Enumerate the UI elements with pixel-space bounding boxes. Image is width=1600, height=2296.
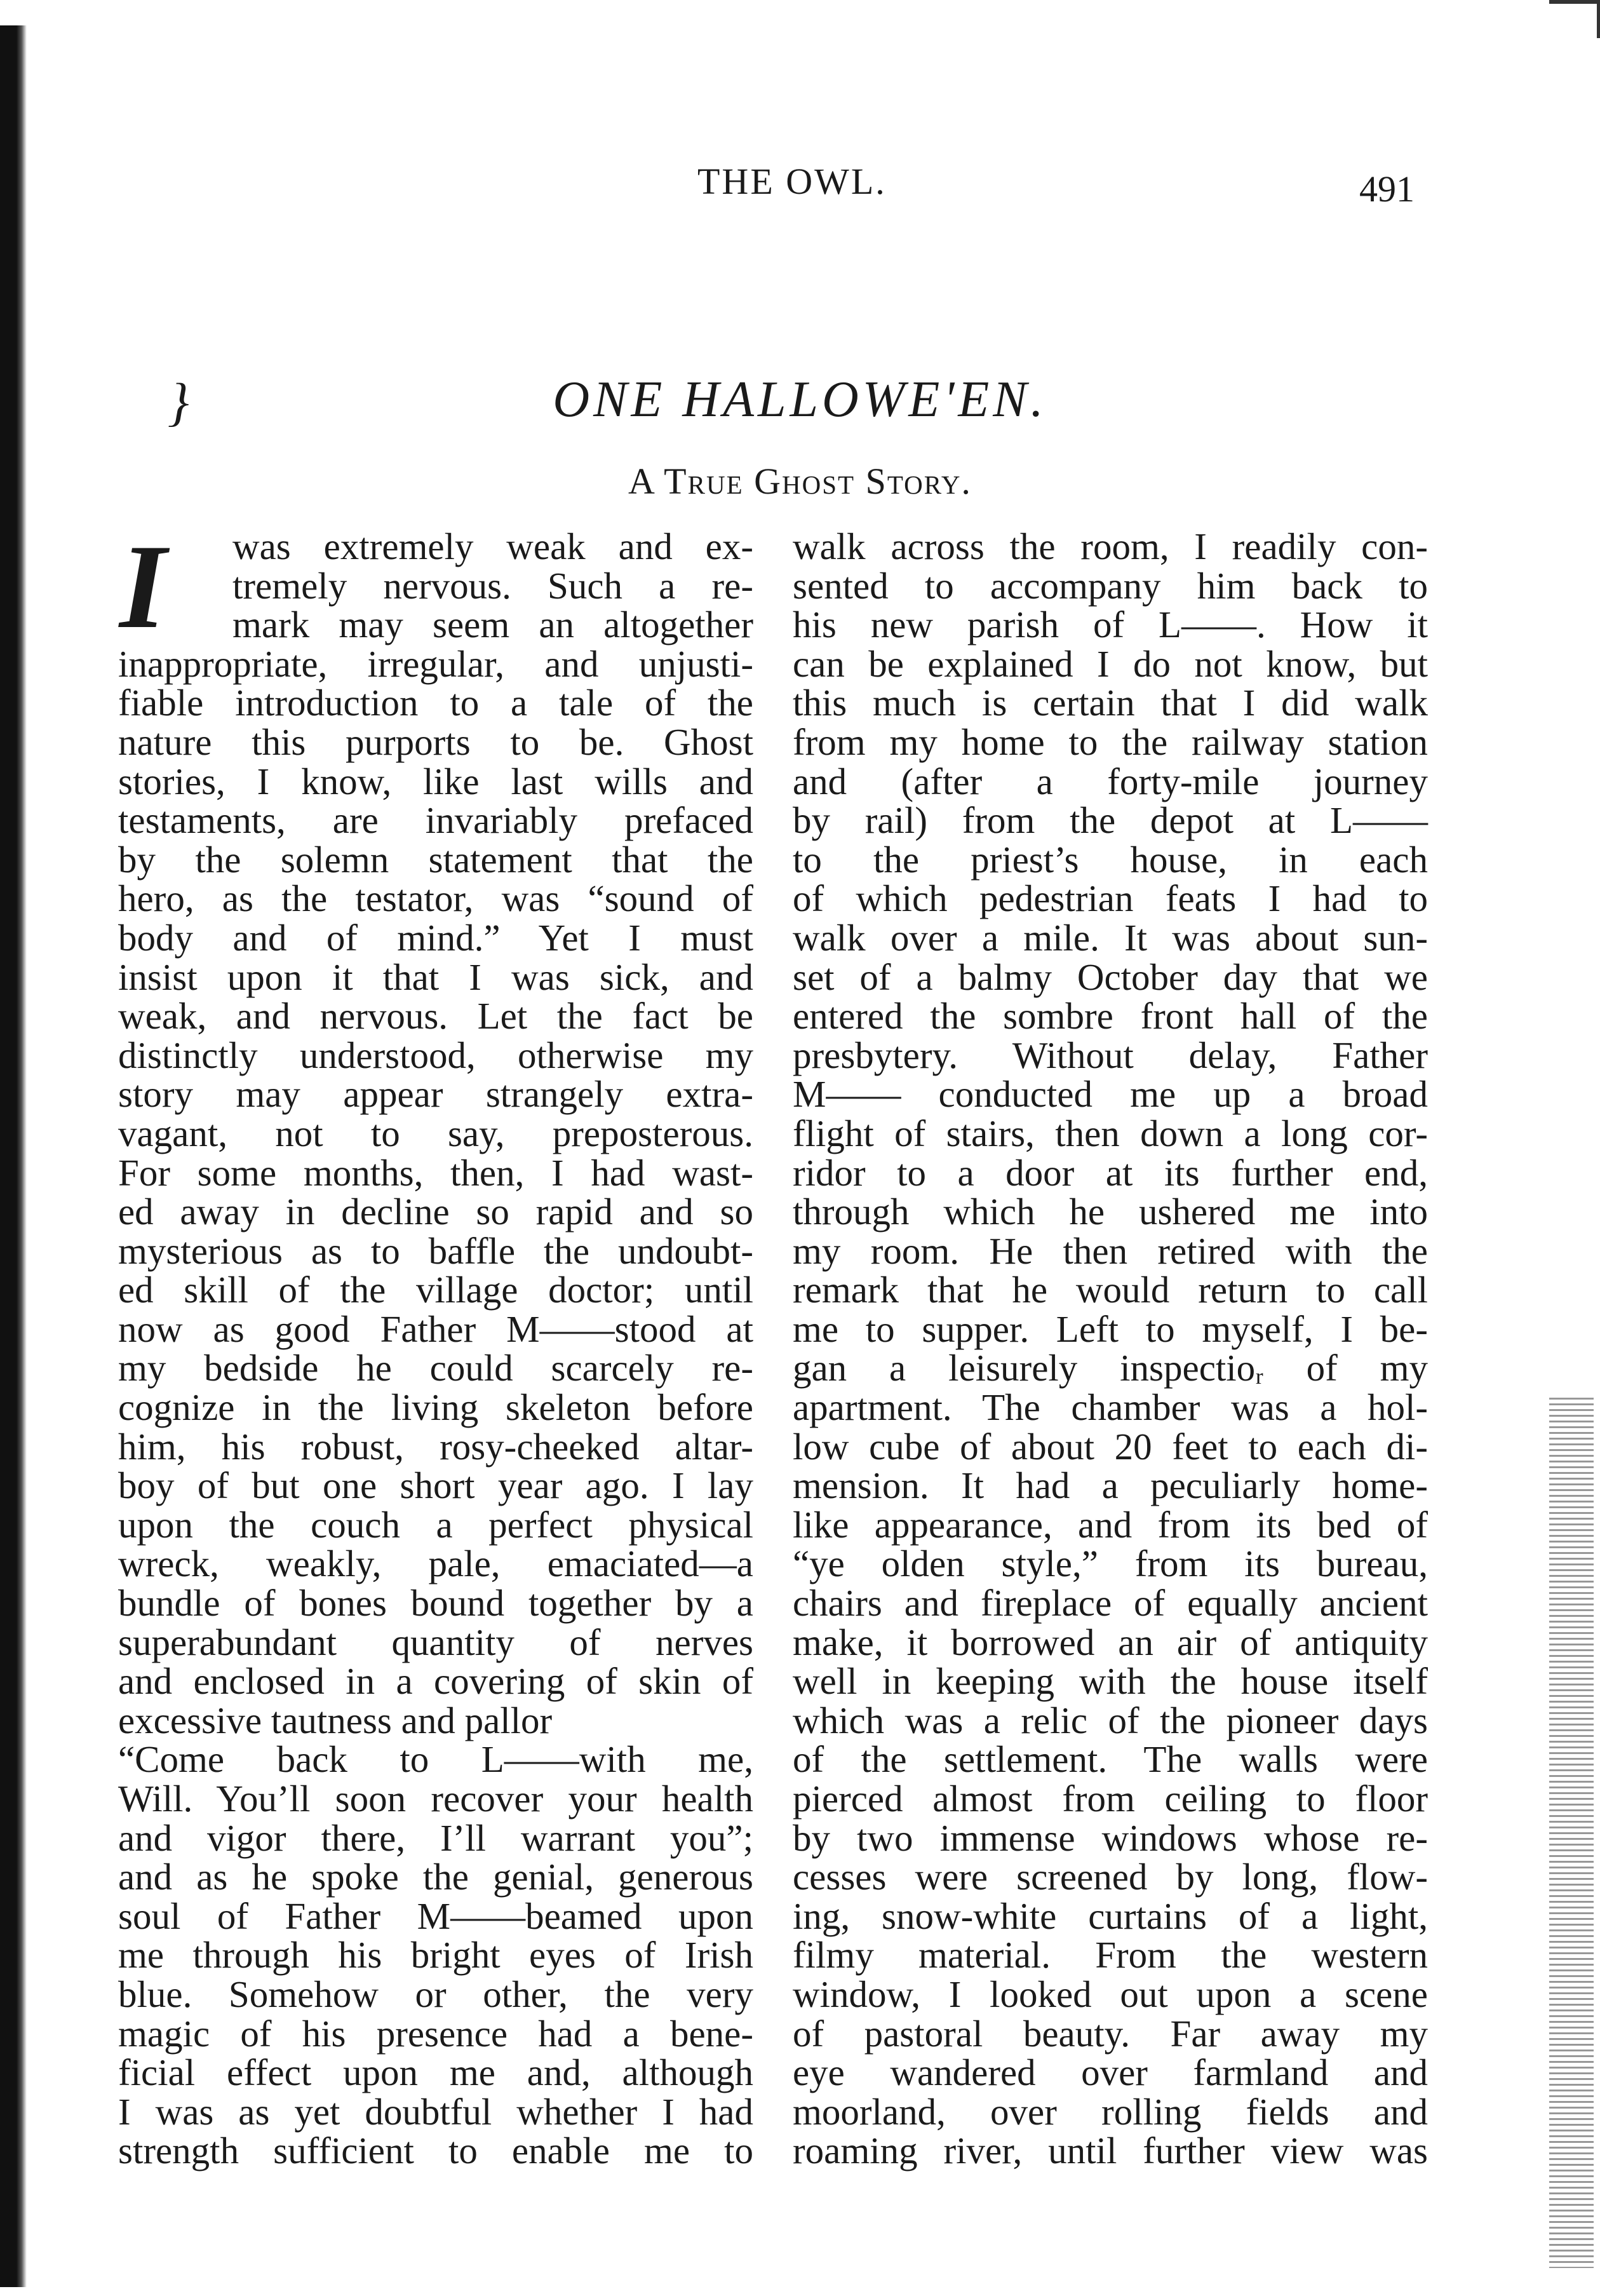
left-column-text: [118, 520, 753, 2172]
text-line: of which pedestrian feats I had to: [793, 877, 1428, 920]
text-line: M—— conducted me up a broad: [793, 1073, 1428, 1116]
text-line: eye wandered over farmland and: [793, 2051, 1428, 2094]
text-line: upon the couch a perfect physical: [118, 1503, 753, 1546]
text-line: story may appear strangely extra-: [118, 1073, 753, 1116]
text-line: “ye olden style,” from its bureau,: [793, 1543, 1428, 1585]
text-line: Will. You’ll soon recover your health: [118, 1778, 753, 1820]
right-column-text: [793, 527, 1428, 2171]
text-line: presbytery. Without delay, Father: [793, 1034, 1428, 1076]
text-line: walk across the room, I readily con-: [793, 525, 1428, 567]
text-line: through which he ushered me into: [793, 1191, 1428, 1233]
text-line: wreck, weakly, pale, emaciated—a: [118, 1543, 753, 1585]
text-line: his new parish of L——. How it: [793, 604, 1428, 646]
story-title: ONE HALLOWE'EN.: [553, 372, 1047, 428]
page-header: [0, 160, 1600, 217]
text-line: filmy material. From the western: [793, 1934, 1428, 1976]
text-line: bundle of bones bound together by a: [118, 1582, 753, 1624]
text-line: fiable introduction to a tale of the: [118, 682, 753, 724]
drop-cap: I: [119, 520, 166, 654]
edge-rule: [1597, 0, 1600, 38]
binding-shadow: [0, 25, 27, 2287]
text-line: magic of his presence had a bene-: [118, 2012, 753, 2055]
text-line: window, I looked out upon a scene: [793, 1973, 1428, 2015]
text-line: remark that he would return to call: [793, 1269, 1428, 1311]
text-line: strength sufficient to enable me to: [118, 2130, 753, 2172]
text-line: cesses were screened by long, flow-: [793, 1856, 1428, 1898]
page-number: 491: [1359, 168, 1415, 210]
text-line: and (after a forty-mile journey: [793, 760, 1428, 802]
text-line: of pastoral beauty. Far away my: [793, 2012, 1428, 2055]
text-line: by the solemn statement that the: [118, 838, 753, 881]
text-line: nature this purports to be. Ghost: [118, 720, 753, 763]
text-line: well in keeping with the house itself: [793, 1660, 1428, 1703]
text-line: by two immense windows whose re-: [793, 1816, 1428, 1859]
text-line: now as good Father M——stood at: [118, 1307, 753, 1350]
text-line: gan a leisurely inspectioᵣ of my: [793, 1347, 1428, 1389]
text-line: stories, I know, like last wills and: [118, 760, 753, 802]
text-line: my bedside he could scarcely re-: [118, 1347, 753, 1389]
text-line: “Come back to L——with me,: [118, 1738, 753, 1781]
text-line: of the settlement. The walls were: [793, 1738, 1428, 1781]
text-line: sented to accompany him back to: [793, 564, 1428, 607]
text-line: him, his robust, rosy-cheeked altar-: [118, 1425, 753, 1468]
text-line: was extremely weak and ex-: [232, 525, 753, 567]
text-line: entered the sombre front hall of the: [793, 995, 1428, 1037]
text-line: mension. It had a peculiarly home-: [793, 1464, 1428, 1507]
text-line: excessive tautness and pallor: [118, 1699, 553, 1741]
text-line: roaming river, until further view was: [793, 2130, 1428, 2172]
running-title: THE OWL.: [697, 161, 887, 202]
text-line: moorland, over rolling fields and: [793, 2090, 1428, 2133]
edge-noise: [1549, 1398, 1594, 2268]
text-line: low cube of about 20 feet to each di-: [793, 1425, 1428, 1468]
text-line: distinctly understood, otherwise my: [118, 1034, 753, 1076]
text-line: apartment. The chamber was a hol-: [793, 1386, 1428, 1429]
text-line: ed skill of the village doctor; until: [118, 1269, 753, 1311]
text-line: from my home to the railway station: [793, 720, 1428, 763]
right-column: [793, 527, 1428, 2171]
text-line: blue. Somehow or other, the very: [118, 1973, 753, 2015]
text-line: my room. He then retired with the: [793, 1229, 1428, 1272]
text-line: me to supper. Left to myself, I be-: [793, 1307, 1428, 1350]
text-line: chairs and fireplace of equally ancient: [793, 1582, 1428, 1624]
text-line: ridor to a door at its further end,: [793, 1151, 1428, 1194]
text-line: ing, snow-white curtains of a light,: [793, 1894, 1428, 1937]
text-line: cognize in the living skeleton before: [118, 1386, 753, 1429]
text-line: mysterious as to baffle the undoubt-: [118, 1229, 753, 1272]
story-subtitle: A True Ghost Story.: [628, 461, 972, 502]
text-line: weak, and nervous. Let the fact be: [118, 995, 753, 1037]
text-line: insist upon it that I was sick, and: [118, 956, 753, 998]
text-line: by rail) from the depot at L——: [793, 799, 1428, 842]
text-line: like appearance, and from its bed of: [793, 1503, 1428, 1546]
text-line: me through his bright eyes of Irish: [118, 1934, 753, 1976]
text-line: which was a relic of the pioneer days: [793, 1699, 1428, 1741]
text-line: flight of stairs, then down a long cor-: [793, 1112, 1428, 1154]
text-line: and enclosed in a covering of skin of: [118, 1660, 753, 1703]
text-line: can be explained I do not know, but: [793, 642, 1428, 685]
left-column: [118, 520, 753, 2172]
text-line: make, it borrowed an air of antiquity: [793, 1621, 1428, 1663]
text-line: this much is certain that I did walk: [793, 682, 1428, 724]
text-line: hero, as the testator, was “sound of: [118, 877, 753, 920]
text-line: mark may seem an altogether: [232, 604, 753, 646]
text-line: walk over a mile. It was about sun-: [793, 916, 1428, 959]
text-line: inappropriate, irregular, and unjusti-: [118, 642, 753, 685]
title-ornament-mark: }: [168, 373, 189, 432]
text-line: pierced almost from ceiling to floor: [793, 1778, 1428, 1820]
text-line: testaments, are invariably prefaced: [118, 799, 753, 842]
corner-rule: [1549, 0, 1600, 4]
text-line: ficial effect upon me and, although: [118, 2051, 753, 2094]
text-line: to the priest’s house, in each: [793, 838, 1428, 881]
text-line: boy of but one short year ago. I lay: [118, 1464, 753, 1507]
text-line: superabundant quantity of nerves: [118, 1621, 753, 1663]
text-line: and as he spoke the genial, generous: [118, 1856, 753, 1898]
text-line: set of a balmy October day that we: [793, 956, 1428, 998]
text-line: tremely nervous. Such a re-: [232, 564, 753, 607]
page-edge-scan-artifact: [1524, 0, 1600, 2296]
text-line: soul of Father M——beamed upon: [118, 1894, 753, 1937]
text-line: ed away in decline so rapid and so: [118, 1191, 753, 1233]
text-line: vagant, not to say, preposterous.: [118, 1112, 753, 1154]
text-line: For some months, then, I had wast-: [118, 1151, 753, 1194]
text-line: body and of mind.” Yet I must: [118, 916, 753, 959]
text-line: I was as yet doubtful whether I had: [118, 2090, 753, 2133]
text-line: and vigor there, I’ll warrant you”;: [118, 1816, 753, 1859]
